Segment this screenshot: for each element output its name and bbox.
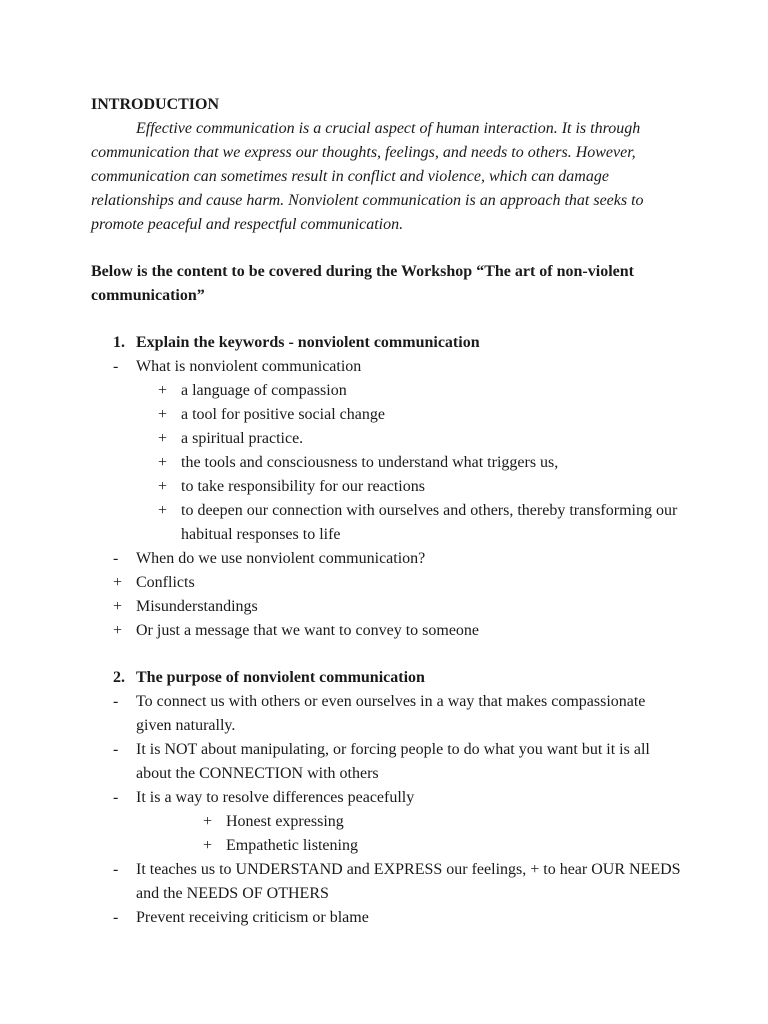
section-title: Explain the keywords - nonviolent communication bbox=[136, 334, 480, 351]
list-item-text: Or just a message that we want to convey to someone bbox=[136, 622, 480, 639]
spacer bbox=[91, 237, 681, 260]
list-subitem bbox=[91, 834, 681, 858]
list-item-text: It is a way to resolve differences peacefully bbox=[136, 789, 415, 806]
list-subitem-text: a tool for positive social change bbox=[181, 406, 385, 423]
list-item bbox=[91, 595, 681, 619]
section-2-heading bbox=[91, 666, 681, 690]
list-item-text: It teaches us to UNDERSTAND and EXPRESS our feelings, + to hear OUR NEEDS and the NEEDS OF OTHERS bbox=[136, 861, 681, 902]
list-subitem-text: the tools and consciousness to understand what triggers us, bbox=[181, 454, 559, 471]
list-subitem bbox=[91, 499, 681, 547]
spacer bbox=[91, 308, 681, 331]
list-item bbox=[91, 858, 681, 906]
workshop-lead: Below is the content to be covered during the Workshop “The art of non-violent communication” bbox=[91, 263, 634, 304]
list-item bbox=[91, 571, 681, 595]
list-subitem bbox=[91, 475, 681, 499]
list-subitem-text: Honest expressing bbox=[226, 813, 344, 830]
plus-marker: + bbox=[158, 502, 168, 519]
plus-marker: + bbox=[158, 478, 168, 495]
list-item bbox=[91, 906, 681, 930]
dash-marker: - bbox=[113, 693, 119, 710]
section-number: 1. bbox=[113, 334, 125, 351]
list-item bbox=[91, 619, 681, 643]
intro-paragraph: Effective communication is a crucial aspect of human interaction. It is through communication that we express our thoughts, feelings, and needs to others. However, communication can sometimes result in conflict and violence, which can damage relationships and cause harm. Nonviolent communication is an approach that seeks to promote peaceful and respectful communication. bbox=[91, 120, 644, 233]
list-subitem bbox=[91, 810, 681, 834]
list-item-text: To connect us with others or even ourselves in a way that makes compassionate given naturally. bbox=[136, 693, 646, 734]
list-subitem bbox=[91, 427, 681, 451]
plus-marker: + bbox=[203, 837, 213, 854]
dash-marker: - bbox=[113, 358, 119, 375]
list-subitem-text: a language of compassion bbox=[181, 382, 347, 399]
plus-marker: + bbox=[158, 454, 168, 471]
list-subitem bbox=[91, 451, 681, 475]
list-subitem-text: to take responsibility for our reactions bbox=[181, 478, 425, 495]
spacer bbox=[91, 643, 681, 666]
section-1-heading bbox=[91, 331, 681, 355]
list-subitem-text: a spiritual practice. bbox=[181, 430, 304, 447]
dash-marker: - bbox=[113, 550, 119, 567]
list-item-text: When do we use nonviolent communication? bbox=[136, 550, 426, 567]
section-title: The purpose of nonviolent communication bbox=[136, 669, 425, 686]
list-item bbox=[91, 738, 681, 786]
dash-marker: - bbox=[113, 861, 119, 878]
list-subitem bbox=[91, 403, 681, 427]
list-item bbox=[91, 355, 681, 379]
plus-marker: + bbox=[113, 574, 123, 591]
list-subitem bbox=[91, 379, 681, 403]
list-item bbox=[91, 690, 681, 738]
list-item bbox=[91, 547, 681, 571]
plus-marker: + bbox=[158, 382, 168, 399]
document-page bbox=[91, 93, 681, 930]
dash-marker: - bbox=[113, 789, 119, 806]
list-subitem-text: Empathetic listening bbox=[226, 837, 358, 854]
plus-marker: + bbox=[113, 598, 123, 615]
list-item-text: Conflicts bbox=[136, 574, 195, 591]
dash-marker: - bbox=[113, 741, 119, 758]
list-item bbox=[91, 786, 681, 810]
list-item-text: It is NOT about manipulating, or forcing people to do what you want but it is all about the CONNECTION with others bbox=[136, 741, 650, 782]
plus-marker: + bbox=[203, 813, 213, 830]
section-number: 2. bbox=[113, 669, 125, 686]
list-item-text: Prevent receiving criticism or blame bbox=[136, 909, 369, 926]
list-item-text: Misunderstandings bbox=[136, 598, 258, 615]
plus-marker: + bbox=[158, 406, 168, 423]
plus-marker: + bbox=[158, 430, 168, 447]
intro-heading: INTRODUCTION bbox=[91, 96, 220, 113]
list-subitem-text: to deepen our connection with ourselves and others, thereby transforming our habitual responses to life bbox=[181, 502, 678, 543]
plus-marker: + bbox=[113, 622, 123, 639]
dash-marker: - bbox=[113, 909, 119, 926]
list-item-text: What is nonviolent communication bbox=[136, 358, 362, 375]
